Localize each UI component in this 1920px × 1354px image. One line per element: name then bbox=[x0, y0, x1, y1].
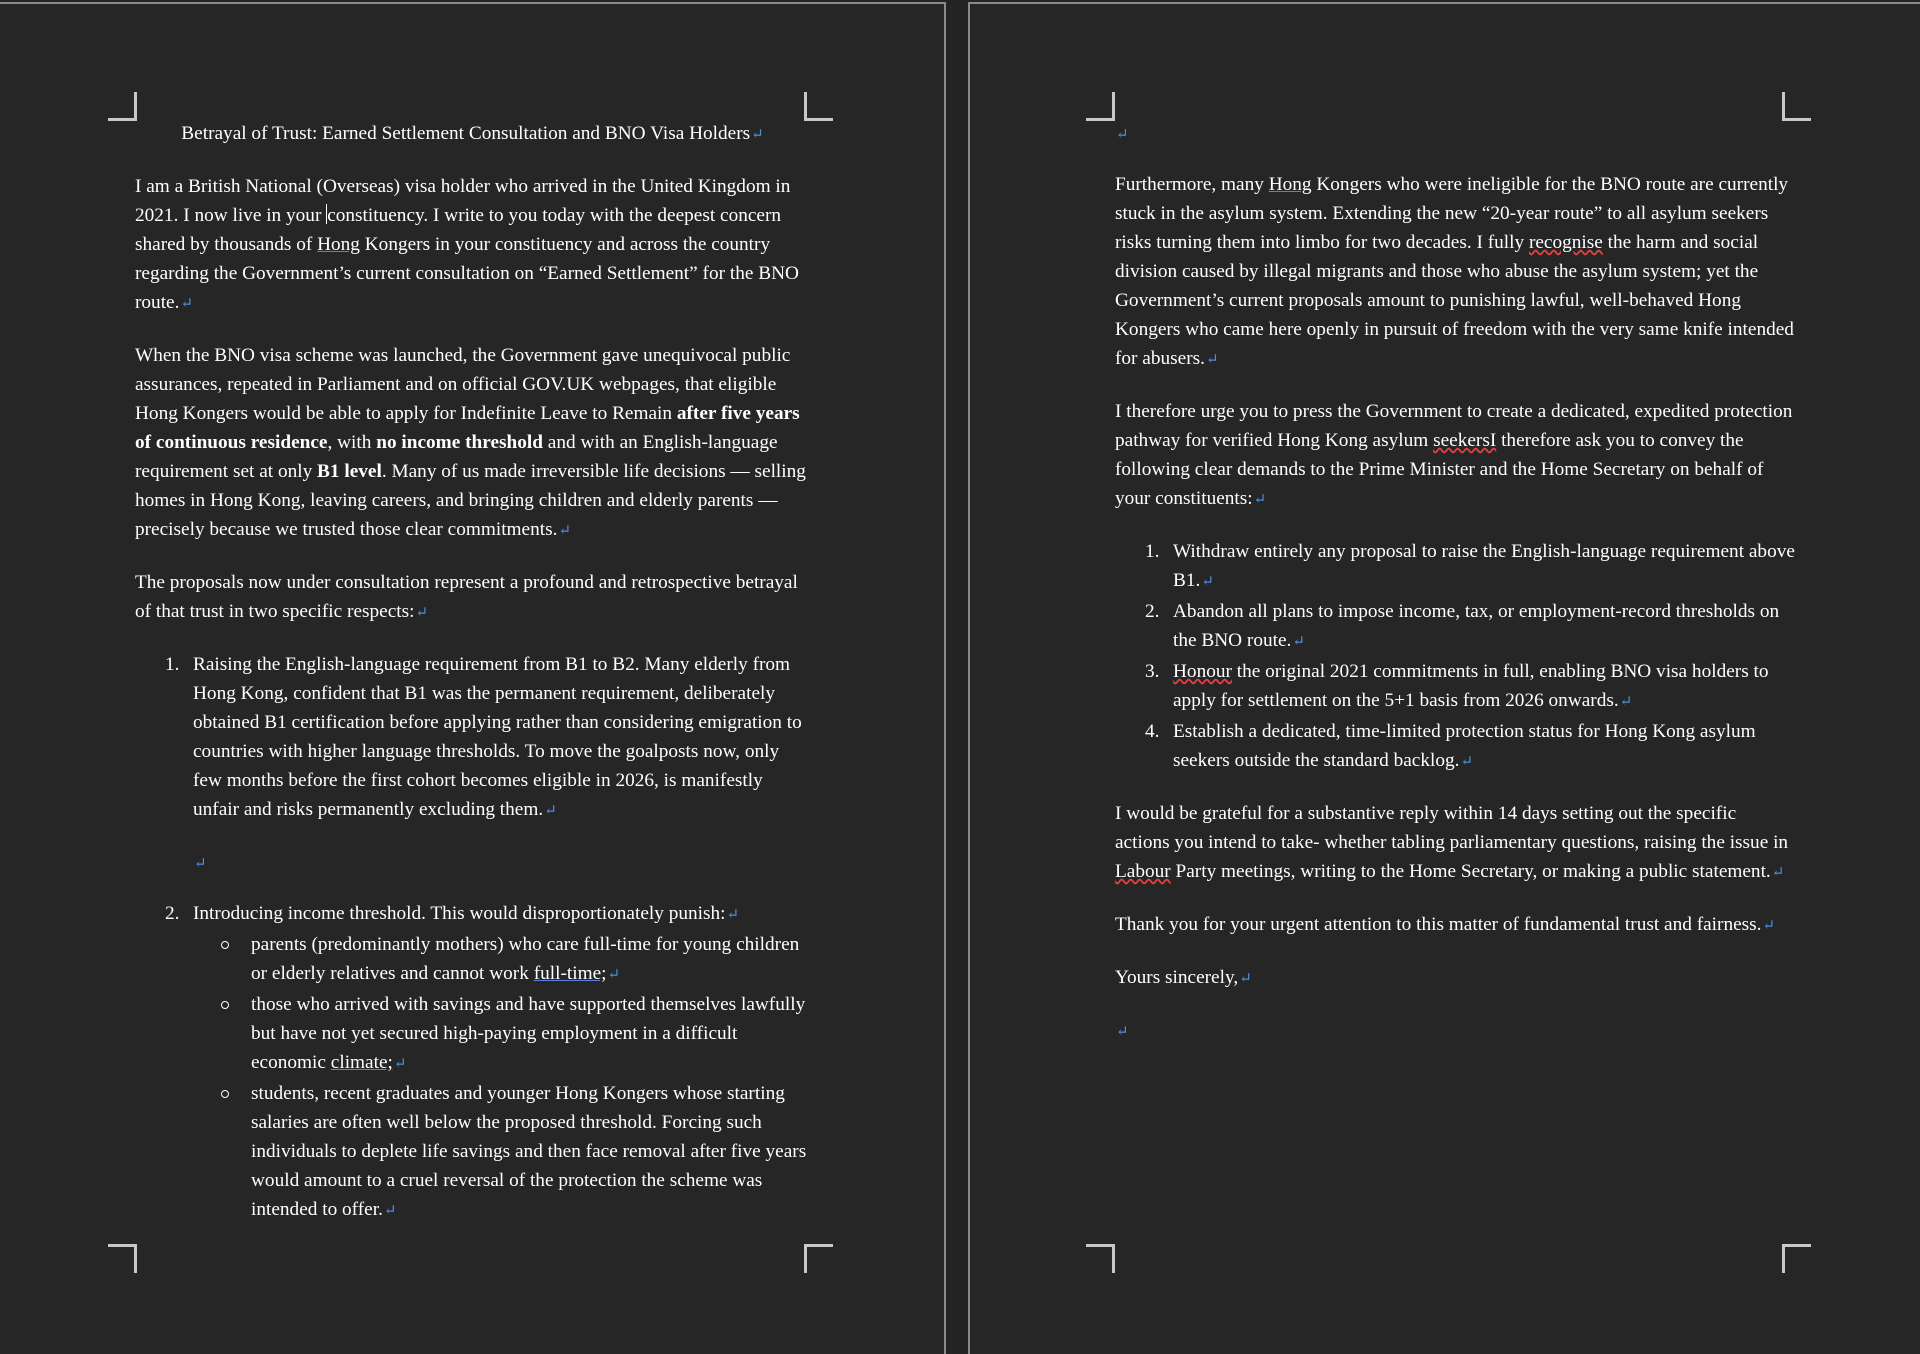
list-item: students, recent graduates and younger Hong Kongers whose starting salaries are often well below the proposed threshold. Forcing such individuals to deplete life savings and then face removal after five years would amount to a cruel reversal of the protection the scheme was intended to offer.↵ bbox=[193, 1079, 810, 1226]
list-number: 4. bbox=[1145, 721, 1160, 742]
paragraph-mark: ↵ bbox=[1762, 918, 1776, 934]
crop-mark-bottom-right bbox=[804, 1244, 833, 1273]
paragraph-urge: I therefore urge you to press the Government to create a dedicated, expedited protection pathway for verified Hong Kong asylum seekersI therefore ask you to convey the following clear demands to the Prime Minister and the Home Secretary on behalf of your constituents:↵ bbox=[1115, 401, 1793, 509]
paragraph-mark: ↵ bbox=[558, 523, 572, 539]
crop-mark-bottom-right bbox=[1782, 1244, 1811, 1273]
paragraph-mark: ↵ bbox=[1239, 971, 1252, 987]
crop-mark-top-left bbox=[1086, 92, 1115, 121]
numbered-list bbox=[135, 650, 810, 1226]
paragraph-mark: ↵ bbox=[1619, 694, 1633, 710]
list-item: parents (predominantly mothers) who care full-time for young children or elderly relatives and cannot work full-time;↵ bbox=[193, 930, 810, 990]
spelling-error[interactable]: recognise bbox=[1528, 232, 1603, 253]
list-item: 2. Introducing income threshold. This would disproportionately punish:↵ parents (predominantly mothers) who care full-time for young children or elderly relatives and cannot work full-time;↵ those who arrived with savings and have supported themselves lawfully but have not yet secured high-paying employment in a difficult economic climate;↵ students, recent graduates and younger Hong Kongers whose starting salaries are often well below the proposed threshold. Forcing such individuals to deplete life savings and then face removal after five years would amount to a cruel reversal of the protection the scheme was intended to offer.↵ bbox=[135, 899, 810, 1226]
document-page-2[interactable] bbox=[968, 2, 1920, 1354]
crop-mark-bottom-left bbox=[108, 1244, 137, 1273]
paragraph-mark: ↵ bbox=[1116, 127, 1129, 143]
paragraph-mark: ↵ bbox=[1253, 492, 1267, 508]
grammar-flag[interactable]: full-time; bbox=[533, 963, 607, 984]
paragraph-mark: ↵ bbox=[383, 1203, 397, 1219]
empty-paragraph bbox=[1115, 119, 1795, 148]
list-item: 4. Establish a dedicated, time-limited protection status for Hong Kong asylum seekers outside the standard backlog.↵ bbox=[1115, 717, 1795, 777]
paragraph-mark: ↵ bbox=[393, 1056, 407, 1072]
list-number: 1. bbox=[1145, 541, 1160, 562]
list-number: 2. bbox=[165, 903, 180, 924]
spelling-error[interactable]: seekersI bbox=[1433, 430, 1497, 451]
empty-paragraph bbox=[1115, 1016, 1795, 1045]
paragraph-assurances: When the BNO visa scheme was launched, the Government gave unequivocal public assurances, repeated in Parliament and on official GOV.UK webpages, that eligible Hong Kongers would be able to apply for Indefinite Leave to Remain after five years of continuous residence, with no income threshold and with an English-language requirement set at only B1 level. Many of us made irreversible life decisions — selling homes in Hong Kong, leaving careers, and bringing children and elderly parents — precisely because we trusted those clear commitments.↵ bbox=[135, 345, 806, 540]
paragraph-asylum: Furthermore, many Hong Kongers who were ineligible for the BNO route are currently stuck in the asylum system. Extending the new “20-year route” to all asylum seekers risks turning them into limbo for two decades. I fully recognise the harm and social division caused by illegal migrants and those who abuse the asylum system; yet the Government’s current proposals amount to punishing lawful, well-behaved Hong Kongers who came here openly in pursuit of freedom with the very same knife intended for abusers.↵ bbox=[1115, 174, 1794, 369]
list-item: 2. Abandon all plans to impose income, tax, or employment-record thresholds on the BNO route.↵ bbox=[1115, 597, 1795, 657]
empty-paragraph bbox=[193, 848, 810, 877]
crop-mark-top-right bbox=[804, 92, 833, 121]
document-title: Betrayal of Trust: Earned Settlement Consultation and BNO Visa Holders↵ bbox=[181, 123, 764, 144]
list-number: 1. bbox=[165, 654, 180, 675]
crop-mark-top-left bbox=[108, 92, 137, 121]
paragraph-mark: ↵ bbox=[1460, 754, 1474, 770]
paragraph-mark: ↵ bbox=[1116, 1024, 1129, 1040]
demands-list bbox=[1115, 537, 1795, 777]
grammar-flag[interactable]: climate; bbox=[330, 1052, 393, 1073]
list-item: 1. Withdraw entirely any proposal to raise the English-language requirement above B1.↵ bbox=[1115, 537, 1795, 597]
paragraph-mark: ↵ bbox=[180, 296, 194, 312]
grammar-flag[interactable]: Hong bbox=[317, 234, 360, 255]
paragraph-reply: I would be grateful for a substantive reply within 14 days setting out the specific actions you intend to take- whether tabling parliamentary questions, raising the issue in Labour Party meetings, writing to the Home Secretary, or making a public statement.↵ bbox=[1115, 803, 1789, 882]
paragraph-mark: ↵ bbox=[751, 127, 764, 143]
paragraph-proposals: The proposals now under consultation represent a profound and retrospective betrayal of that trust in two specific respects:↵ bbox=[135, 572, 798, 622]
page-1-body[interactable] bbox=[135, 119, 810, 1248]
paragraph-mark: ↵ bbox=[194, 856, 207, 872]
page-2-body[interactable] bbox=[1115, 119, 1795, 1067]
grammar-flag[interactable]: Hong bbox=[1268, 174, 1312, 195]
paragraph-mark: ↵ bbox=[1771, 865, 1785, 881]
crop-mark-bottom-left bbox=[1086, 1244, 1115, 1273]
bullet-sublist bbox=[193, 930, 810, 1226]
spelling-error[interactable]: Honour bbox=[1173, 661, 1232, 682]
spelling-error[interactable]: Labour bbox=[1115, 861, 1171, 882]
crop-mark-top-right bbox=[1782, 92, 1811, 121]
paragraph-mark: ↵ bbox=[1292, 634, 1305, 650]
paragraph-mark: ↵ bbox=[415, 605, 429, 621]
list-item: 3. Honour the original 2021 commitments in full, enabling BNO visa holders to apply for settlement on the 5+1 basis from 2026 onwards.↵ bbox=[1115, 657, 1795, 717]
list-number: 2. bbox=[1145, 601, 1160, 622]
list-number: 3. bbox=[1145, 661, 1160, 682]
paragraph-thanks: Thank you for your urgent attention to this matter of fundamental trust and fairness.↵ bbox=[1115, 914, 1776, 935]
paragraph-mark: ↵ bbox=[544, 803, 557, 819]
paragraph-mark: ↵ bbox=[1201, 574, 1214, 590]
paragraph-signoff: Yours sincerely,↵ bbox=[1115, 967, 1252, 988]
paragraph-mark: ↵ bbox=[607, 967, 621, 983]
paragraph-intro: I am a British National (Overseas) visa holder who arrived in the United Kingdom in 2021. I now live in your constituency. I write to you today with the deepest concern shared by thousands of Hong Kongers in your constituency and across the country regarding the Government’s current consultation on “Earned Settlement” for the BNO route.↵ bbox=[135, 176, 799, 313]
list-item: those who arrived with savings and have supported themselves lawfully but have not yet secured high-paying employment in a difficult economic climate;↵ bbox=[193, 990, 810, 1079]
paragraph-mark: ↵ bbox=[726, 907, 740, 923]
document-page-1[interactable] bbox=[0, 2, 946, 1354]
paragraph-mark: ↵ bbox=[1205, 352, 1219, 368]
page-gap bbox=[946, 0, 968, 1354]
list-item: 1. Raising the English-language requirement from B1 to B2. Many elderly from Hong Kong, confident that B1 was the permanent requirement, deliberately obtained B1 certification before applying rather than considering emigration to countries with higher language thresholds. To move the goalposts now, only few months before the first cohort becomes eligible in 2026, is manifestly unfair and risks permanently excluding them.↵ ↵ bbox=[135, 650, 810, 877]
